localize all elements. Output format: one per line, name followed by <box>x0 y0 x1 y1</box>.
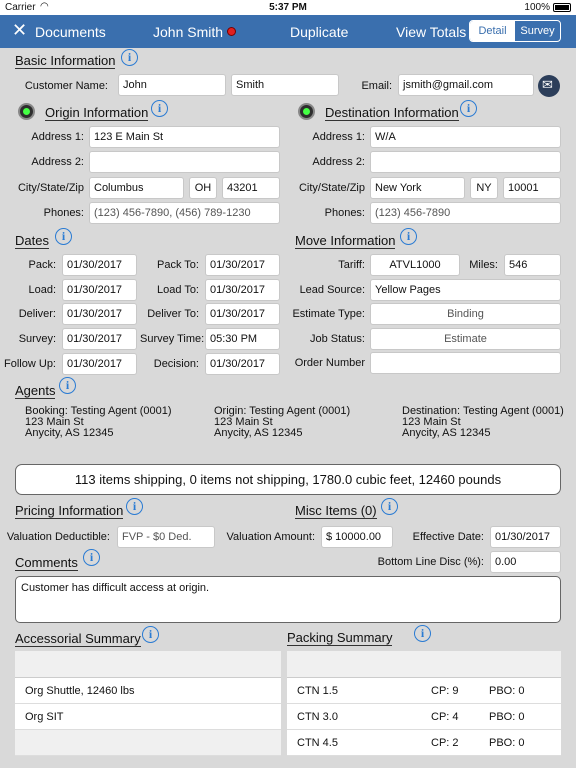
pack-to-label: Pack To: <box>157 259 199 271</box>
bottom-line-disc-field[interactable]: 0.00 <box>490 551 561 573</box>
origin-state-field[interactable]: OH <box>189 177 217 199</box>
follow-up-label: Follow Up: <box>4 358 56 370</box>
lead-source-label: Lead Source: <box>299 284 365 296</box>
load-date-field[interactable]: 01/30/2017 <box>62 279 137 301</box>
origin-address1-field[interactable]: 123 E Main St <box>89 126 280 148</box>
effective-date-field[interactable]: 01/30/2017 <box>490 526 561 548</box>
destination-radio-icon[interactable] <box>298 103 315 120</box>
origin-info-heading: Origin Information <box>45 105 149 120</box>
destination-address2-label: Address 2: <box>312 156 365 168</box>
origin-phones-field[interactable]: (123) 456-7890, (456) 789-1230 <box>89 202 280 224</box>
info-icon[interactable]: i <box>126 498 143 515</box>
job-status-select[interactable]: Estimate <box>370 328 561 350</box>
duplicate-button[interactable]: Duplicate <box>290 24 349 40</box>
destination-city-field[interactable]: New York <box>370 177 465 199</box>
estimate-type-label: Estimate Type: <box>292 308 365 320</box>
destination-zip-field[interactable]: 10001 <box>503 177 561 199</box>
dates-heading: Dates <box>15 233 49 248</box>
tab-detail[interactable]: Detail <box>470 21 515 41</box>
battery-percent: 100% <box>524 2 550 13</box>
pricing-info-heading: Pricing Information <box>15 503 124 518</box>
destination-phones-label: Phones: <box>324 207 365 219</box>
miles-label: Miles: <box>469 259 498 271</box>
packing-list <box>287 651 561 755</box>
origin-address2-label: Address 2: <box>31 156 84 168</box>
effective-date-label: Effective Date: <box>412 531 484 543</box>
destination-address1-field[interactable]: W/A <box>370 126 561 148</box>
view-segment-control <box>469 20 561 42</box>
destination-phones-field[interactable]: (123) 456-7890 <box>370 202 561 224</box>
battery-icon <box>553 3 571 12</box>
decision-date-field[interactable]: 01/30/2017 <box>205 353 280 375</box>
origin-address2-field[interactable] <box>89 151 280 173</box>
origin-city-field[interactable]: Columbus <box>89 177 184 199</box>
info-icon[interactable]: i <box>381 498 398 515</box>
shipping-summary: 113 items shipping, 0 items not shipping, 1780.0 cubic feet, 12460 pounds <box>15 464 561 495</box>
destination-address2-field[interactable] <box>370 151 561 173</box>
destination-info-heading: Destination Information <box>325 105 459 120</box>
email-label: Email: <box>361 80 392 92</box>
table-row[interactable]: CTN 1.5 CP: 9 PBO: 0 <box>287 678 561 704</box>
status-indicator-icon <box>227 27 236 36</box>
order-number-field[interactable] <box>370 352 561 374</box>
close-icon[interactable]: ✕ <box>12 20 28 40</box>
accessorial-summary-heading: Accessorial Summary <box>15 631 141 646</box>
valuation-amount-label: Valuation Amount: <box>226 531 315 543</box>
deliver-to-date-field[interactable]: 01/30/2017 <box>205 303 280 325</box>
load-to-date-field[interactable]: 01/30/2017 <box>205 279 280 301</box>
destination-agent: Destination: Testing Agent (0001) 123 Main St Anycity, AS 12345 <box>402 405 564 439</box>
follow-up-date-field[interactable]: 01/30/2017 <box>62 353 137 375</box>
status-bar <box>0 0 576 15</box>
mail-icon[interactable] <box>538 75 560 97</box>
valuation-deductible-select[interactable]: FVP - $0 Ded. <box>117 526 215 548</box>
basic-info-heading: Basic Information <box>15 53 116 68</box>
wifi-icon: ◠ <box>40 1 49 12</box>
info-icon[interactable]: i <box>83 549 100 566</box>
list-item[interactable]: Org Shuttle, 12460 lbs <box>15 678 281 704</box>
info-icon[interactable]: i <box>59 377 76 394</box>
lead-source-field[interactable]: Yellow Pages <box>370 279 561 301</box>
miles-field[interactable]: 546 <box>504 254 561 276</box>
customer-name-label: Customer Name: <box>24 80 108 92</box>
info-icon[interactable]: i <box>460 100 477 117</box>
bottom-line-disc-label: Bottom Line Disc (%): <box>377 556 484 568</box>
info-icon[interactable]: i <box>142 626 159 643</box>
order-number-label: Order Number <box>294 357 365 369</box>
last-name-field[interactable]: Smith <box>231 74 339 96</box>
job-status-label: Job Status: <box>309 333 365 345</box>
valuation-deductible-label: Valuation Deductible: <box>6 531 110 543</box>
destination-state-field[interactable]: NY <box>470 177 498 199</box>
status-time: 5:37 PM <box>269 2 307 13</box>
tariff-label: Tariff: <box>338 259 365 271</box>
move-info-heading: Move Information <box>295 233 396 248</box>
origin-address1-label: Address 1: <box>31 131 84 143</box>
table-row[interactable]: CTN 4.5 CP: 2 PBO: 0 <box>287 730 561 756</box>
comments-heading: Comments <box>15 555 78 570</box>
info-icon[interactable]: i <box>55 228 72 245</box>
destination-address1-label: Address 1: <box>312 131 365 143</box>
view-totals-button[interactable]: View Totals <box>396 24 467 40</box>
comments-textarea[interactable]: Customer has difficult access at origin. <box>15 576 561 623</box>
nav-bar <box>0 15 576 48</box>
origin-csz-label: City/State/Zip <box>17 182 84 194</box>
documents-button[interactable]: Documents <box>35 24 106 40</box>
origin-zip-field[interactable]: 43201 <box>222 177 280 199</box>
deliver-to-label: Deliver To: <box>147 308 199 320</box>
estimate-type-select[interactable]: Binding <box>370 303 561 325</box>
info-icon[interactable]: i <box>151 100 168 117</box>
packing-summary-heading: Packing Summary <box>287 630 393 645</box>
decision-label: Decision: <box>153 358 199 370</box>
deliver-date-field[interactable]: 01/30/2017 <box>62 303 137 325</box>
origin-phones-label: Phones: <box>43 207 84 219</box>
info-icon[interactable]: i <box>400 228 417 245</box>
pack-date-field[interactable]: 01/30/2017 <box>62 254 137 276</box>
valuation-amount-field[interactable]: $ 10000.00 <box>321 526 393 548</box>
email-field[interactable]: jsmith@gmail.com <box>398 74 534 96</box>
agents-heading: Agents <box>15 383 56 398</box>
table-row[interactable]: CTN 3.0 CP: 4 PBO: 0 <box>287 704 561 730</box>
survey-time-label: Survey Time: <box>140 333 205 345</box>
destination-csz-label: City/State/Zip <box>298 182 365 194</box>
customer-name-title: John Smith <box>153 24 224 40</box>
carrier-label: Carrier <box>5 2 36 13</box>
origin-radio-icon[interactable] <box>18 103 35 120</box>
pack-label: Pack: <box>28 259 56 271</box>
origin-agent: Origin: Testing Agent (0001) 123 Main St Anycity, AS 12345 <box>214 405 351 439</box>
tab-survey[interactable]: Survey <box>520 25 555 37</box>
survey-label: Survey: <box>18 333 56 345</box>
load-to-label: Load To: <box>156 284 199 296</box>
deliver-label: Deliver: <box>18 308 56 320</box>
load-label: Load: <box>28 284 56 296</box>
survey-date-field[interactable]: 01/30/2017 <box>62 328 137 350</box>
tariff-field[interactable]: ATVL1000 <box>370 254 460 276</box>
booking-agent: Booking: Testing Agent (0001) 123 Main St Anycity, AS 12345 <box>25 405 172 439</box>
survey-time-field[interactable]: 05:30 PM <box>205 328 280 350</box>
accessorial-list <box>15 651 281 755</box>
misc-items-heading: Misc Items (0) <box>295 503 377 518</box>
pack-to-date-field[interactable]: 01/30/2017 <box>205 254 280 276</box>
info-icon[interactable]: i <box>121 49 138 66</box>
list-item[interactable]: Org SIT <box>15 704 281 730</box>
first-name-field[interactable]: John <box>118 74 226 96</box>
info-icon[interactable]: i <box>414 625 431 642</box>
